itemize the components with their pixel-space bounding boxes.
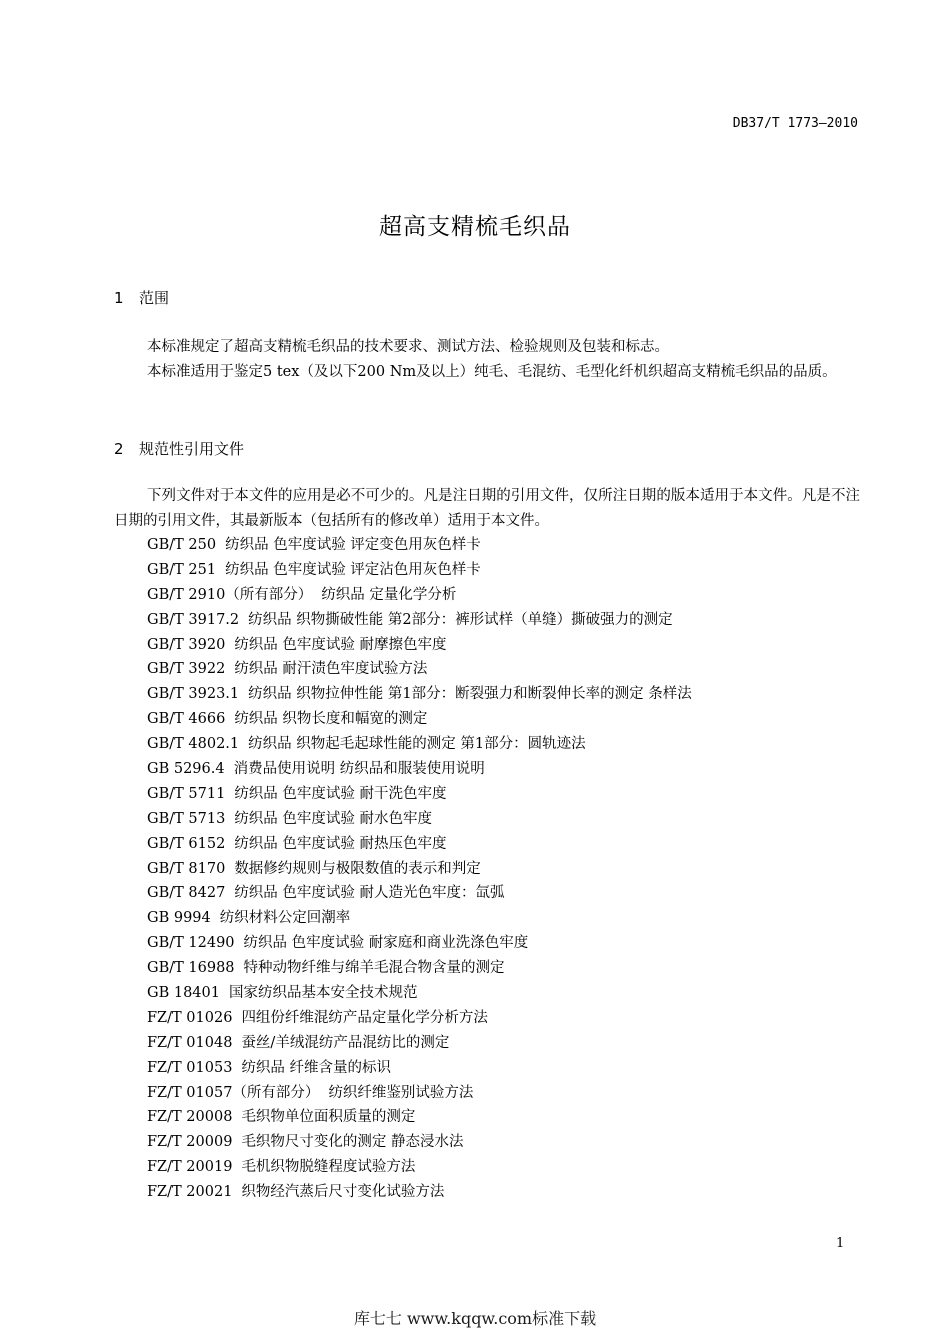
reference-item [147, 1056, 692, 1081]
reference-code: GB/T 3917.2 [147, 611, 240, 628]
reference-title: 织物经汽蒸后尺寸变化试验方法 [241, 1184, 445, 1201]
page-number: 1 [836, 1236, 845, 1251]
reference-code: GB/T 250 [147, 537, 217, 553]
document-code: DB37/T 1773—2010 [732, 116, 858, 131]
reference-item [147, 906, 692, 931]
reference-item [147, 1155, 692, 1180]
reference-title: 纺织材料公定回潮率 [219, 910, 351, 927]
reference-item [147, 1130, 692, 1155]
section-2-heading [114, 438, 244, 459]
reference-title: 纺织品 色牢度试验 评定变色用灰色样卡 [225, 537, 481, 553]
reference-code: FZ/T 01053 [147, 1059, 233, 1076]
reference-item [147, 1031, 692, 1056]
reference-code: GB/T 16988 [147, 960, 235, 977]
section-2-number: 2 [114, 440, 124, 458]
reference-title: 纺织品 定量化学分析 [321, 586, 457, 603]
document-title: 超高支精梳毛织品 [379, 214, 571, 240]
reference-item [147, 981, 692, 1006]
reference-title: 毛织物尺寸变化的测定 静态浸水法 [241, 1134, 464, 1151]
reference-item [147, 832, 692, 857]
reference-code: GB/T 3922 [147, 661, 226, 678]
reference-item [147, 782, 692, 807]
reference-title: 国家纺织品基本安全技术规范 [228, 985, 418, 1002]
reference-code: GB/T 4802.1 [147, 736, 240, 753]
reference-item [147, 881, 692, 906]
reference-code: FZ/T 20021 [147, 1184, 233, 1201]
reference-item [147, 583, 692, 608]
reference-code: GB/T 4666 [147, 711, 226, 728]
reference-code: FZ/T 01026 [147, 1009, 233, 1026]
reference-code: GB 18401 [147, 985, 220, 1002]
reference-item [147, 732, 692, 757]
reference-title: 纺织品 纤维含量的标识 [241, 1059, 392, 1076]
reference-code: GB/T 251 [147, 561, 217, 578]
reference-code: FZ/T 20009 [147, 1134, 233, 1151]
reference-title: 纺织品 色牢度试验 耐热压色牢度 [234, 835, 447, 852]
section-2-title: 规范性引用文件 [139, 440, 245, 458]
section-1-number: 1 [114, 289, 124, 307]
reference-title: 纺织品 色牢度试验 评定沾色用灰色样卡 [225, 561, 481, 578]
reference-title: 毛机织物脱缝程度试验方法 [241, 1159, 416, 1176]
reference-title: 纺织品 织物起毛起球性能的测定 第1部分：圆轨迹法 [248, 736, 586, 753]
reference-item [147, 757, 692, 782]
reference-item [147, 807, 692, 832]
reference-item [147, 1006, 692, 1031]
reference-code: GB/T 3920 [147, 636, 226, 653]
reference-title: 纺织品 色牢度试验 耐摩擦色牢度 [234, 636, 447, 653]
reference-item [147, 1105, 692, 1130]
reference-title: 消费品使用说明 纺织品和服装使用说明 [233, 761, 485, 778]
reference-list [147, 533, 692, 1205]
reference-item [147, 533, 692, 558]
section-1-heading [114, 287, 169, 308]
normative-references-intro: 下列文件对于本文件的应用是必不可少的。凡是注日期的引用文件，仅所注日期的版本适用于本文件。凡是不注日期的引用文件，其最新版本（包括所有的修改单）适用于本文件。 [114, 488, 860, 529]
reference-code: GB 9994 [147, 910, 211, 927]
reference-title: 纺织纤维鉴别试验方法 [328, 1084, 474, 1101]
reference-code: GB/T 2910（所有部分） [147, 586, 313, 603]
reference-item [147, 956, 692, 981]
reference-code: GB/T 6152 [147, 835, 226, 852]
reference-title: 蚕丝/羊绒混纺产品混纺比的测定 [241, 1034, 450, 1051]
reference-title: 四组份纤维混纺产品定量化学分析方法 [241, 1009, 488, 1026]
reference-item [147, 633, 692, 658]
reference-code: GB/T 8170 [147, 860, 226, 877]
scope-paragraph-1: 本标准规定了超高支精梳毛织品的技术要求、测试方法、检验规则及包装和标志。 [147, 339, 669, 355]
reference-title: 特种动物纤维与绵羊毛混合物含量的测定 [243, 960, 505, 977]
reference-item [147, 1180, 692, 1205]
reference-item [147, 682, 692, 707]
reference-code: GB/T 12490 [147, 935, 235, 952]
reference-code: FZ/T 01048 [147, 1034, 233, 1051]
reference-item [147, 657, 692, 682]
reference-code: FZ/T 01057（所有部分） [147, 1084, 320, 1101]
reference-title: 纺织品 织物撕破性能 第2部分：裤形试样（单缝）撕破强力的测定 [248, 611, 673, 628]
reference-title: 纺织品 色牢度试验 耐家庭和商业洗涤色牢度 [243, 935, 529, 952]
reference-title: 纺织品 耐汗渍色牢度试验方法 [234, 661, 428, 678]
section-1-title: 范围 [139, 289, 170, 307]
watermark: 库七七 www.kqqw.com标准下载 [353, 1309, 597, 1328]
reference-title: 数据修约规则与极限数值的表示和判定 [234, 860, 481, 877]
reference-code: FZ/T 20019 [147, 1159, 233, 1176]
reference-item [147, 857, 692, 882]
reference-title: 纺织品 织物长度和幅宽的测定 [234, 711, 428, 728]
reference-title: 纺织品 织物拉伸性能 第1部分：断裂强力和断裂伸长率的测定 条样法 [248, 686, 692, 703]
reference-title: 纺织品 色牢度试验 耐水色牢度 [234, 810, 433, 827]
reference-code: GB/T 5713 [147, 810, 226, 827]
reference-item [147, 707, 692, 732]
reference-item [147, 1081, 692, 1106]
reference-title: 纺织品 色牢度试验 耐干洗色牢度 [234, 785, 447, 802]
reference-code: GB/T 5711 [147, 785, 226, 802]
reference-code: FZ/T 20008 [147, 1109, 233, 1126]
reference-code: GB/T 8427 [147, 885, 226, 902]
reference-code: GB/T 3923.1 [147, 686, 240, 703]
reference-title: 毛织物单位面积质量的测定 [241, 1109, 416, 1126]
scope-paragraph-2: 本标准适用于鉴定5 tex（及以下200 Nm及以上）纯毛、毛混纺、毛型化纤机织超高支精梳毛织品的品质。 [147, 364, 837, 380]
reference-item [147, 608, 692, 633]
reference-item [147, 931, 692, 956]
reference-code: GB 5296.4 [147, 761, 225, 778]
reference-item [147, 558, 692, 583]
reference-title: 纺织品 色牢度试验 耐人造光色牢度：氙弧 [234, 885, 505, 902]
